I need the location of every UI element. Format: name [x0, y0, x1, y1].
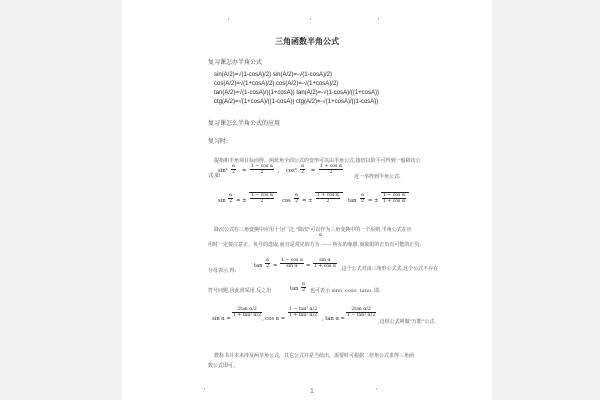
section-heading: 复习时: [208, 138, 229, 145]
plus-minus-sign: = ± [236, 198, 247, 204]
plus-minus-sign: = ± [302, 198, 313, 204]
formula-tan: , tan α = [322, 316, 345, 322]
formula-line: ctg(A/2)=√(1+cosA)/((1-cosA)) ctg(A/2)=-√(1+cosA)/((1-cosA)) [214, 99, 379, 105]
page-number: 1 [310, 388, 314, 395]
fraction-half-angle [294, 193, 299, 204]
formula-sin-squared: sin² [218, 168, 228, 174]
formula-sin: sin α = [212, 316, 231, 322]
equals-sign: = [273, 263, 278, 269]
fraction-sin-universal [232, 307, 262, 318]
denominator: sin α [286, 264, 298, 269]
fraction-cos-universal [288, 307, 318, 318]
numerator: α [295, 193, 299, 198]
numerator: 1 + cos α [317, 193, 339, 198]
formula-sin: sin [218, 198, 226, 204]
fraction-half-angle [301, 282, 306, 293]
formula-line: tan(A/2)=√(1-cosA)/((1+cosA)) tan(A/2)=-√(1-cosA)/((1+cosA)) [214, 90, 379, 96]
paragraph-text: 提指和半角项目标而得，两蓝角全面公式的变形可以由半角公式,接倍以阶平可得到一般降次公 [214, 158, 421, 164]
formula-cos: , cos α = [262, 316, 286, 322]
header-mark: ' [378, 18, 380, 25]
comma: , [278, 168, 280, 174]
equals-sign: = [311, 168, 316, 174]
half-angle-symbol: α [319, 233, 323, 238]
header-mark: ' [228, 18, 230, 25]
numerator: 2tan α/2 [346, 307, 376, 313]
numerator: α [361, 193, 365, 198]
fraction-half-angle [360, 193, 365, 204]
numerator: 1 − cos α [251, 193, 273, 198]
plus-minus-sign: = ± [368, 198, 379, 204]
denominator: 1 + cos α [314, 264, 336, 269]
numerator: sin α [313, 258, 337, 264]
formula-tan: tan [290, 286, 299, 292]
paragraph-text: 也可表示 sino, coso, tano, 即: [310, 288, 381, 294]
denominator: 2 [266, 264, 270, 269]
fraction-radicand [250, 193, 274, 204]
numerator: α [232, 164, 236, 169]
fraction-one-plus-cos [319, 164, 343, 175]
fraction-one-minus-cos-over-sin [280, 258, 304, 269]
fraction-half-angle [231, 164, 236, 175]
paragraph-text: 符号问题,因此常采用,反之用 [208, 288, 272, 294]
numerator: α [302, 282, 306, 287]
equals-sign: = [306, 263, 311, 269]
formula-cos: cos [282, 198, 291, 204]
fraction-half-angle [265, 258, 270, 269]
section-heading: 复习课怎办半角公式 [208, 59, 263, 66]
paragraph-text: 降次公式在三角变换中应用十分广泛,"降次"可以作为三角变换中的一个原则,半角公式在应 [214, 227, 412, 233]
fraction-half-angle [300, 164, 305, 175]
numerator: 1 − cos α [251, 164, 273, 169]
paragraph-text: 式,如 [208, 173, 221, 179]
footer-mark: ' [376, 388, 378, 395]
header-mark: ' [310, 18, 312, 25]
numerator: 1 + cos α [320, 164, 342, 169]
numerator: α [229, 193, 233, 198]
denominator: 2 [329, 170, 333, 175]
denominator: 1 + tan² α/2 [289, 313, 318, 318]
denominator: 2 [260, 170, 264, 175]
denominator: 1 − tan² α/2 [347, 313, 376, 318]
numerator: 1 − tan² α/2 [289, 307, 318, 312]
denominator: 2 [302, 288, 306, 293]
paragraph-text: ,这组公式叫做"万能"公式. [378, 319, 436, 325]
paragraph-text: 用时一定要注意正、负号的选取,而且是常见的方为 —— 所在的象限,而象限的正负有可能的正负, [208, 242, 421, 248]
fraction-tan-universal [346, 307, 376, 318]
denominator: 2 [361, 199, 365, 204]
denominator: 2 [295, 199, 299, 204]
fraction-one-minus-cos [250, 164, 274, 175]
formula-line: cos(A/2)=√(1+cosA)/2) cos(A/2)=-√(1+cosA)/2) [214, 81, 339, 87]
denominator: 1 + tan² α/2 [233, 313, 262, 318]
fraction-radicand [382, 193, 406, 204]
paragraph-text: 数公式即可。 [208, 363, 239, 369]
footer-mark: ' [204, 388, 206, 395]
document-title: 三角函数半角公式 [275, 36, 339, 46]
numerator: α [301, 164, 305, 169]
formula-cos-squared: cos² [286, 168, 297, 174]
formula-line: sin(A/2)=√(1-cosA)/2) sin(A/2)=-√(1-cosA)/2) [214, 72, 332, 78]
paragraph-text: 近一举得到半角公式: [354, 174, 401, 180]
numerator: α [266, 258, 270, 263]
fraction-radicand [316, 193, 340, 204]
numerator: 1 − cos α [383, 193, 405, 198]
denominator: 2 [232, 170, 236, 175]
document-page [122, 0, 492, 400]
formula-tan: tan [348, 198, 357, 204]
denominator: 2 [260, 199, 264, 204]
denominator: 2 [301, 170, 305, 175]
fraction-half-angle [228, 193, 233, 204]
formula-tan: tan [254, 263, 263, 269]
paragraph-text: 分母表示,得: [208, 268, 237, 274]
paragraph-text: 教科书并未未涉及两萃角公式，其它公式并是当给出，需要时可根据二倍角公式求得三角函 [214, 353, 415, 359]
denominator: 2 [326, 199, 330, 204]
numerator: 1 − cos α [281, 258, 303, 263]
denominator: 1 + cos α [383, 199, 405, 204]
equals-sign: = [242, 168, 247, 174]
section-heading: 复习课怎么半角公式的应用 [208, 120, 281, 127]
fraction-sin-over-one-plus-cos [313, 258, 337, 269]
numerator: 2tan α/2 [232, 307, 262, 313]
denominator: 2 [229, 199, 233, 204]
paragraph-text: ,这个公式对由三角形公式式,这个公式不存在 [340, 266, 439, 272]
